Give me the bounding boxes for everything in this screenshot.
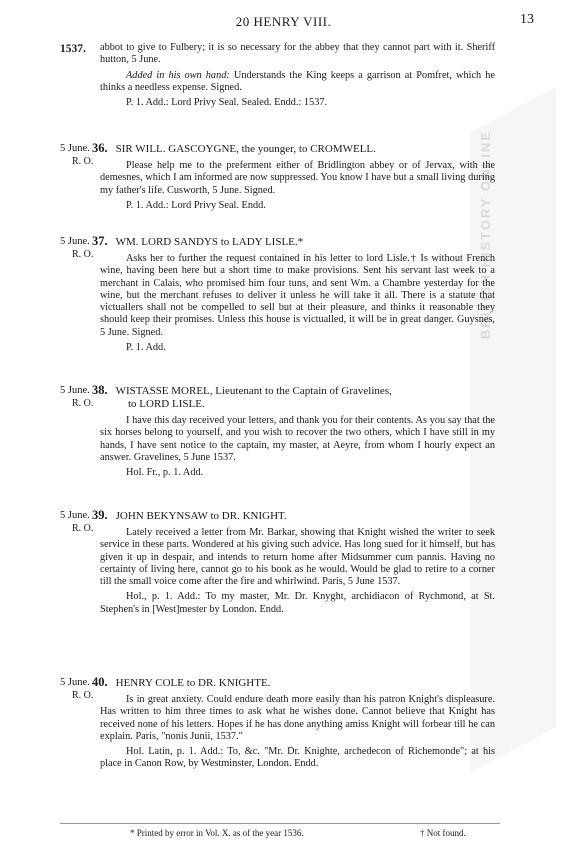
entry-meta: P. 1. Add. [126,342,166,354]
entry-body [100,694,495,771]
entry-source: R. O. [72,690,94,701]
entry-date: 5 June. [60,677,90,688]
continued-postscript [100,70,495,95]
entry-heading: HENRY COLE to DR. KNIGHTE. [115,677,271,689]
entry-heading-cont: to LORD LISLE. [128,398,205,410]
entry-heading: WISTASSE MOREL, Lieutenant to the Captain of Gravelines, [115,385,392,397]
entry-date: 5 June. [60,236,90,247]
entry-title [92,142,492,156]
entry-date: 5 June. [60,143,90,154]
entry-text: Lately received a letter from Mr. Barkar, showing that Knight wished the writer to seek service in these parts. Wondered at his giving such advice. Has long sued for it himself, but has given it up in despair, and intends to return home after Midsummer cum pannis. Having no certainty of living here, cannot go to his book as he would. Would be glad to retire to a corner till the small voice come after the fire and whirlwind. Paris, 5 June 1537. [100,527,495,588]
entry-body [100,253,495,354]
page-number: 13 [520,12,534,27]
entry-title [92,384,492,411]
entry-source: R. O. [72,523,94,534]
entry-meta: P. 1. Add.: Lord Privy Seal. Endd. [126,199,266,211]
entry-title [92,676,492,690]
entry-meta: Hol. Latin, p. 1. Add.: To, &c. "Mr. Dr. Knighte, archedecon of Richemonde"; at his place in Canon Row, by Westminster, London. Endd. [100,746,495,770]
entry-heading: JOHN BEKYNSAW to DR. KNIGHT. [115,510,287,522]
entry-meta: Hol., p. 1. Add.: To my master, Mr. Dr. Knyght, archidiacon of Rychmond, at St. Stephen's in [West]mester by London. Endd. [100,591,495,615]
entry-title [92,235,492,249]
entry-body [100,527,495,616]
entry-heading: SIR WILL. GASCOYGNE, the younger, to CROMWELL. [115,143,376,155]
continued-meta: P. 1. Add.: Lord Privy Seal. Sealed. Endd.: 1537. [126,97,328,109]
entry-source: R. O. [72,398,94,409]
continued-entry [100,42,495,109]
postscript-text: Understands the King keeps a garrison at Pomfret, which he thinks a needless expense. Signed. [100,69,495,93]
entry-meta: Hol. Fr., p. 1. Add. [126,467,204,479]
entry-source: R. O. [72,156,94,167]
entry-number: 36. [92,141,108,155]
entry-body [100,160,495,212]
entry-body [100,415,495,479]
footnote-dagger: † Not found. [420,828,466,838]
postscript-label: Added in his own hand: [126,69,230,81]
entry-number: 38. [92,383,108,397]
entry-text: I have this day received your letters, and thank you for their contents. As you say that the six horses belong to yourself, and you wish to recover the two others, which I have still in my hands, I have sent notice to the captain, my master, at Aeyre, from whom I hourly expect an answer. Gravelines, 5 June 1537. [100,415,495,463]
entry-text: Please help me to the preferment either of Bridlington abbey or of Jervax, with the demesnes, which I am informed are now suppressed. You know I have but a small living during my father's life. Cusworth, 5 June. Signed. [100,160,495,196]
entry-text: Is in great anxiety. Could endure death more easily than his patron Knight's displeasure. Has written to him three times to ask what he wishes done. Cannot believe that Knight has received none of his letters. Hopes if he has done anything amiss Knight will forbear till he can explain. Paris, "nonis Junii, 1537." [100,694,495,742]
entry-date: 5 June. [60,510,90,521]
year-marker: 1537. [60,43,86,55]
entry-number: 37. [92,234,108,248]
entry-heading: WM. LORD SANDYS to LADY LISLE.* [115,236,304,248]
entry-number: 40. [92,675,108,689]
entry-number: 39. [92,508,108,522]
footnote-star: * Printed by error in Vol. X. as of the year 1536. [130,828,304,838]
entry-date: 5 June. [60,385,90,396]
continued-text: abbot to give to Fulbery; it is so necessary for the abbey that they cannot part with it. Sheriff hutton, 5 June. [100,42,495,66]
running-head: 20 HENRY VIII. [235,14,332,29]
footnote-rule [60,823,500,824]
entry-title [92,509,492,523]
watermark-text: BRITISH HISTORY ONLINE [478,130,493,340]
entry-text: Asks her to further the request contained in his letter to lord Lisle.† Is without French wine, having been here but a short time to make provisions. Sent his servant last week to a merchant in Calais, who promised him four tuns, and sent Wm. a Chambre yesterday for the wine, but the merchant refuses to deliver it unless he will take it all. There is a statute that victuallers shall not be compelled to sell but at their pleasure, and thinks it reasonable they should keep their promises. Unless this house is victualled, it will be in great danger. Guysnes, 5 June. Signed. [100,253,495,338]
entry-source: R. O. [72,249,94,260]
